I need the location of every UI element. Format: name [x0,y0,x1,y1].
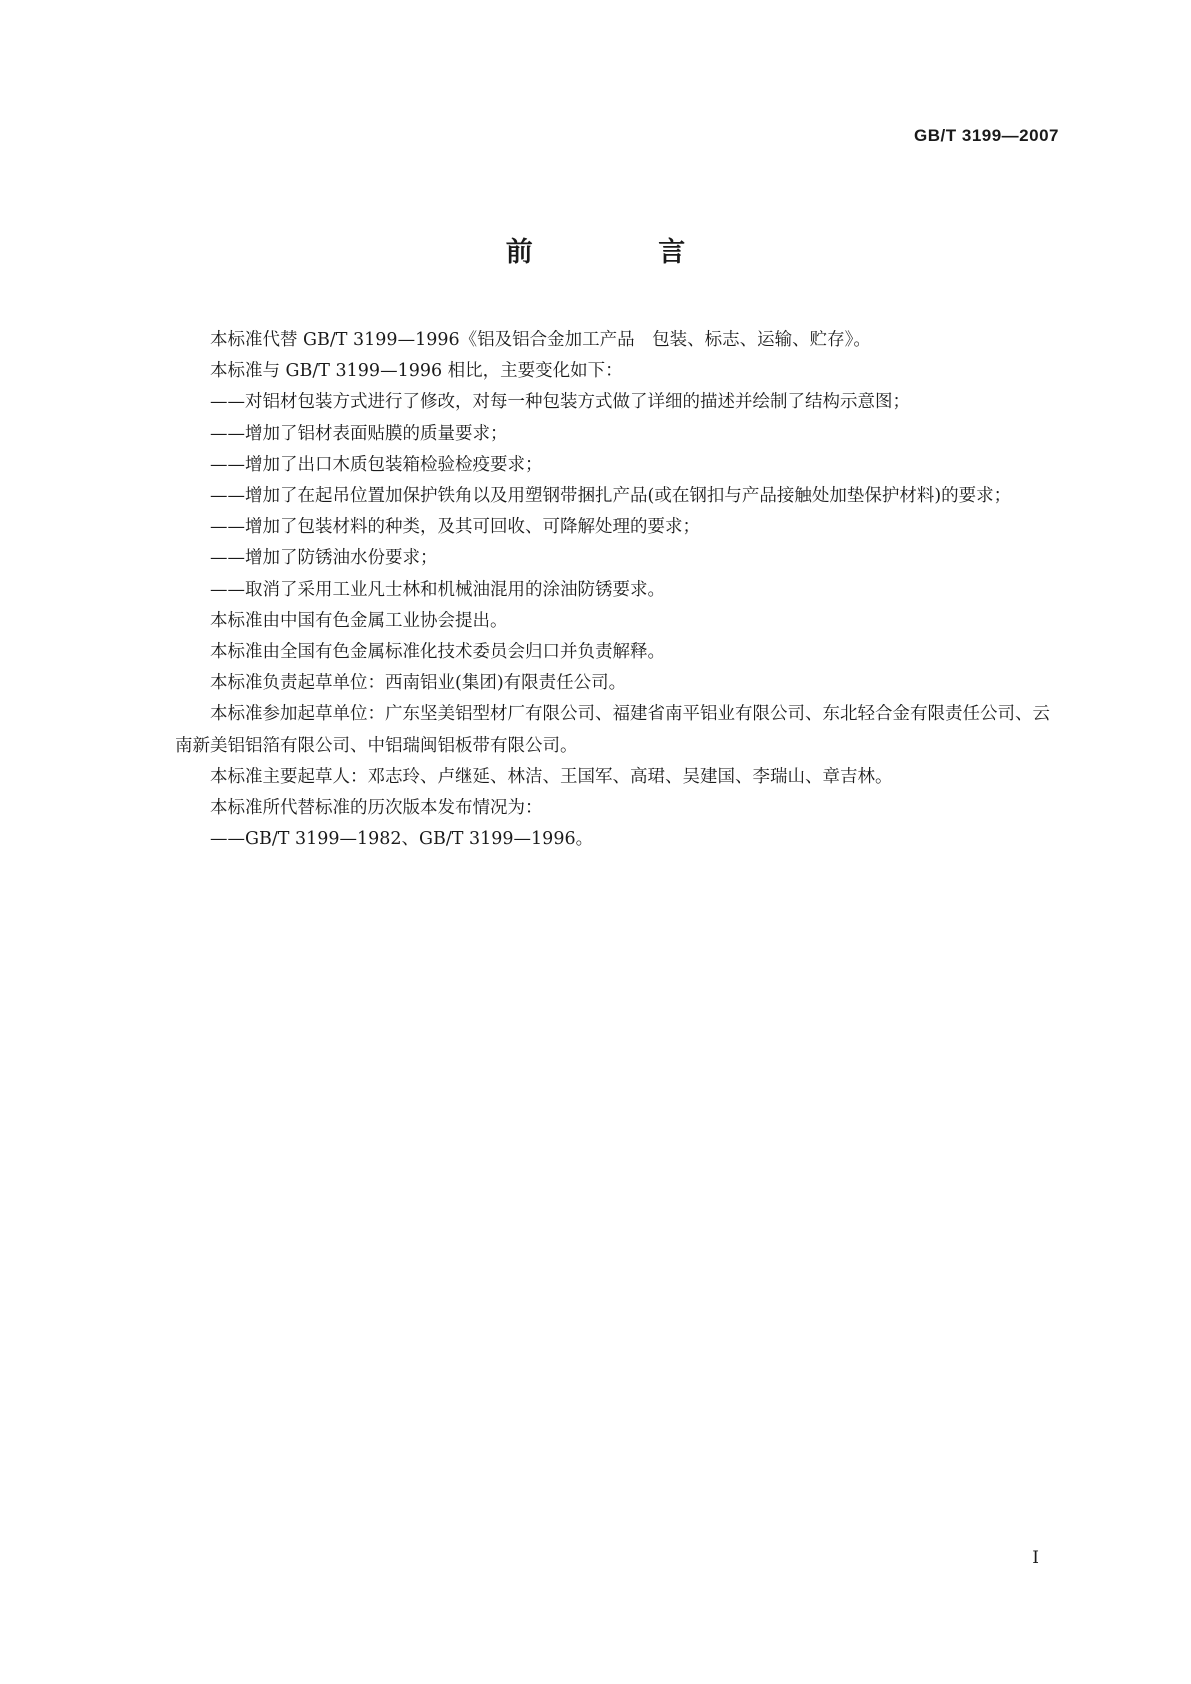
change-item: ——增加了在起吊位置加保护铁角以及用塑钢带捆扎产品(或在钢扣与产品接触处加垫保护材料)的要求； [210,486,1012,507]
paragraph-main-drafters: 本标准主要起草人：邓志玲、卢继延、林洁、王国军、高珺、吴建国、李瑞山、章吉林。 [210,766,893,787]
paragraph-lead-drafter: 本标准负责起草单位：西南铝业(集团)有限责任公司。 [210,673,627,694]
page-title: 前 言 [505,237,744,268]
page-number: I [1032,1548,1039,1568]
previous-editions: ——GB/T 3199—1982、GB/T 3199—1996。 [210,829,594,850]
change-item: ——增加了出口木质包装箱检验检疫要求； [210,454,543,475]
paragraph-committee: 本标准由全国有色金属标准化技术委员会归口并负责解释。 [210,642,665,663]
paragraph-participating-drafters: 本标准参加起草单位：广东坚美铝型材厂有限公司、福建省南平铝业有限公司、东北轻合金有限责任公司、云南新美铝铝箔有限公司、中铝瑞闽铝板带有限公司。 [175,704,1050,756]
paragraph-editions-intro: 本标准所代替标准的历次版本发布情况为： [210,798,543,819]
change-item: ——取消了采用工业凡士林和机械油混用的涂油防锈要求。 [210,579,665,600]
paragraph-replaces: 本标准代替 GB/T 3199—1996《铝及铝合金加工产品 包装、标志、运输、贮存》。 [210,330,871,350]
preface-body [175,325,1060,855]
change-item: ——增加了铝材表面贴膜的质量要求； [210,423,508,444]
paragraph-changes-intro: 本标准与 GB/T 3199—1996 相比，主要变化如下： [210,361,623,382]
paragraph-proposer: 本标准由中国有色金属工业协会提出。 [210,610,508,631]
standard-number: GB/T 3199—2007 [914,126,1059,145]
change-item: ——增加了防锈油水份要求； [210,548,438,569]
change-item: ——对铝材包装方式进行了修改，对每一种包装方式做了详细的描述并绘制了结构示意图； [210,392,910,413]
change-item: ——增加了包装材料的种类，及其可回收、可降解处理的要求； [210,517,700,538]
